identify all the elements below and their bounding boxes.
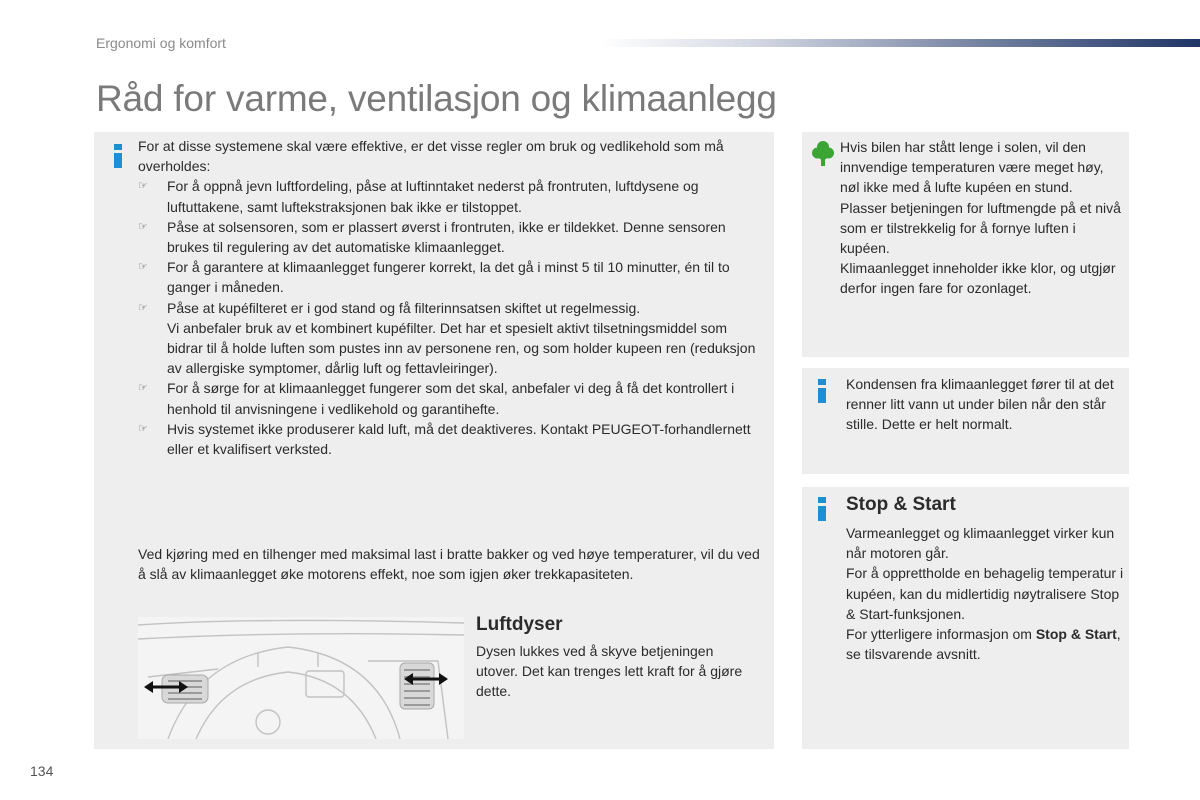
bullet-arrow-icon: ☞ [138,220,148,233]
eco-tip-sun: Hvis bilen har stått lenge i solen, vil den innvendige temperaturen være meget høy, nøl ikke med å lufte kupéen en stund. [840,139,1104,196]
bullet-arrow-icon: ☞ [138,301,148,314]
stop-start-reference-text: For ytterligere informasjon om Stop & Start, se tilsvarende avsnitt. [846,626,1121,663]
maintenance-intro: For at disse systemene skal være effektive, er det visse regler om bruk og vedlikehold som må overholdes: [138,138,724,175]
stop-start-panel [802,487,1129,749]
page-number: 134 [30,763,54,779]
stop-start-heading: Stop & Start [846,494,956,515]
bullet-arrow-icon: ☞ [138,261,148,274]
dashboard-vent-illustration [138,617,464,739]
condensate-info-panel [802,368,1129,474]
list-item: ☞ For å garantere at klimaanlegget fungerer korrekt, la det gå i minst 5 til 10 minutter, én til to ganger i måneden. [138,259,730,296]
bullet-arrow-icon: ☞ [138,382,148,395]
header-bar [600,39,1200,47]
list-item: ☞ Hvis systemet ikke produserer kald luft, må det deaktiveres. Kontakt PEUGEOT-forhandlernett eller et kvalifisert verksted. [138,420,751,458]
luftdyser-text: Dysen lukkes ved å skyve betjeningen utover. Det kan trenges lett kraft for å gjøre dette. [476,643,743,700]
eco-tip-ozone: Klimaanlegget inneholder ikke klor, og utgjør derfor ingen fare for ozonlaget. [840,260,1116,297]
bullet-arrow-icon: ☞ [138,180,148,193]
filter-recommendation: Vi anbefaler bruk av et kombinert kupéfilter. Det har et spesielt aktivt tilsetningsmiddel som bidrar til å holde luften som pustes inn av personene ren, og som holder kupeen ren (reduksjon av allergiske symptomer, dårlig luft og fettavleiringer). [167,319,756,377]
stop-start-text: Varmeanlegget og klimaanlegget virker kun når motoren går. [846,525,1115,562]
list-item: ☞ For å oppnå jevn luftfordeling, påse at luftinntaket nederst på frontruten, luftdysene og luftuttakene, samt luftekstraksjonen bak ikke er tilstoppet. [138,178,699,215]
eco-tip-airflow: Plasser betjeningen for luftmengde på et nivå som er tilstrekkelig for å fornye luften i kupéen. [840,199,1121,257]
list-item: ☞ Påse at solsensoren, som er plassert øverst i frontruten, ikke er tildekket. Denne sensoren brukes til regulering av det automatiske klimaanlegget. [138,218,726,256]
maintenance-bullet-list [138,176,760,459]
trailer-advice: Ved kjøring med en tilhenger med maksimal last i bratte bakker og ved høye temperaturer, vil du ved å slå av klimaanlegget øke motorens effekt, noe som igjen øker trekkapasiteten. [138,546,760,583]
eco-tips-panel [802,132,1129,357]
condensate-text: Kondensen fra klimaanlegget fører til at det renner litt vann ut under bilen når den står stille. Dette er helt normalt. [846,376,1114,433]
list-item: ☞ Påse at kupéfilteret er i god stand og få filterinnsatsen skiftet ut regelmessig. Vi anbefaler bruk av et kombinert kupéfilter. Det har et spesielt aktivt tilsetningsmiddel som bidrar til å holde luften som pustes inn av personene ren, og som holder kupeen ren (reduksjon av allergiske symptomer, dårlig luft og fettavleiringer). [138,299,756,377]
luftdyser-heading: Luftdyser [476,614,563,635]
stop-start-neutralize-text: For å opprettholde en behagelig temperatur i kupéen, kan du midlertidig nøytralisere Stop & Start-funksjonen. [846,565,1124,622]
right-air-vent [400,663,434,709]
bullet-arrow-icon: ☞ [138,422,148,435]
section-label: Ergonomi og komfort [96,35,226,51]
list-item: ☞ For å sørge for at klimaanlegget fungerer som det skal, anbefaler vi deg å få det kontrollert i henhold til anvisningene i vedlikehold og garantihefte. [138,380,735,417]
page-title: Råd for varme, ventilasjon og klimaanlegg [96,78,777,119]
tree-icon [812,140,834,166]
